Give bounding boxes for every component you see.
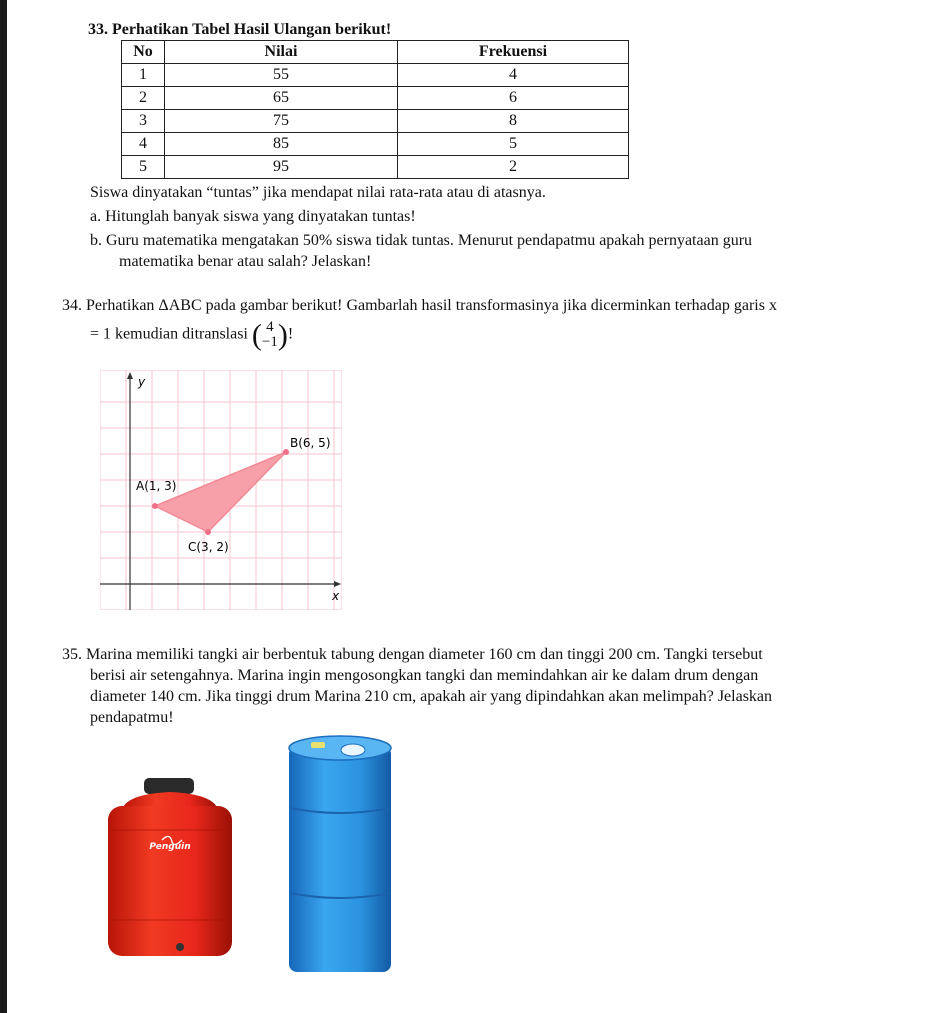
water-tank-image: [100, 770, 240, 970]
table-row: [122, 133, 629, 156]
vector-top: 4: [266, 319, 274, 335]
label-b: B(6, 5): [290, 436, 331, 450]
vector-right-paren: ): [277, 318, 288, 352]
cell-nilai: 55: [165, 64, 398, 87]
x-axis-label: x: [332, 589, 340, 603]
drum-label: [311, 742, 325, 748]
cell-frekuensi: 6: [398, 87, 629, 110]
drum-top: [289, 736, 391, 760]
cell-frekuensi: 5: [398, 133, 629, 156]
cell-no: 1: [122, 64, 165, 87]
translation-vector: [262, 320, 278, 350]
q33-title: 33. Perhatikan Tabel Hasil Ulangan berikut!: [88, 21, 392, 38]
drum-body: [289, 746, 391, 972]
table-row: [122, 110, 629, 133]
q35-line2: berisi air setengahnya. Marina ingin mengosongkan tangki dan memindahkan air ke dalam drum dengan: [90, 667, 759, 684]
point-c: [205, 529, 211, 535]
cell-frekuensi: 4: [398, 64, 629, 87]
cell-no: 5: [122, 156, 165, 179]
tank-brand-label: Penguin: [149, 842, 191, 852]
q34-line1: 34. Perhatikan ΔABC pada gambar berikut! Gambarlah hasil transformasinya jika dicerminkan terhadap garis x: [62, 297, 777, 314]
header-frekuensi: Frekuensi: [398, 41, 629, 64]
q33-part-b-line2: matematika benar atau salah? Jelaskan!: [119, 253, 372, 270]
vector-left-paren: (: [251, 318, 262, 352]
y-axis-label: y: [138, 375, 146, 389]
table-row: [122, 64, 629, 87]
q35-line1: 35. Marina memiliki tangki air berbentuk tabung dengan diameter 160 cm dan tinggi 200 cm. Tangki tersebut: [62, 646, 763, 663]
q35-line4: pendapatmu!: [90, 709, 174, 726]
tank-body: [108, 806, 232, 956]
tank-valve: [176, 943, 184, 951]
drum-image: [285, 728, 395, 978]
q33-part-b-line1: b. Guru matematika mengatakan 50% siswa tidak tuntas. Menurut pendapatmu apakah pernyataan guru: [90, 232, 753, 249]
cell-no: 2: [122, 87, 165, 110]
point-b: [283, 449, 289, 455]
q34-line2: [90, 320, 293, 350]
q34-line2-prefix: = 1 kemudian ditranslasi: [90, 325, 248, 343]
tank-lid: [144, 778, 194, 794]
cell-frekuensi: 2: [398, 156, 629, 179]
table-header-row: [122, 41, 629, 64]
left-edge-bar: [0, 0, 7, 1013]
table-row: [122, 156, 629, 179]
cell-nilai: 75: [165, 110, 398, 133]
coordinate-graph: [100, 370, 342, 610]
cell-no: 3: [122, 110, 165, 133]
cell-nilai: 95: [165, 156, 398, 179]
q35-line3: diameter 140 cm. Jika tinggi drum Marina 210 cm, apakah air yang dipindahkan akan melimpah? Jelaskan: [90, 688, 773, 705]
cell-no: 4: [122, 133, 165, 156]
cell-nilai: 85: [165, 133, 398, 156]
score-table: [121, 40, 629, 179]
cell-frekuensi: 8: [398, 110, 629, 133]
q33-note: Siswa dinyatakan “tuntas” jika mendapat nilai rata-rata atau di atasnya.: [90, 184, 546, 201]
header-nilai: Nilai: [165, 41, 398, 64]
point-a: [152, 503, 158, 509]
q34-line2-suffix: !: [287, 325, 294, 343]
drum-cap: [341, 744, 365, 756]
cell-nilai: 65: [165, 87, 398, 110]
header-no: No: [122, 41, 165, 64]
vector-bottom: −1: [261, 334, 278, 350]
label-a: A(1, 3): [136, 479, 177, 493]
label-c: C(3, 2): [188, 540, 229, 554]
q33-part-a: a. Hitunglah banyak siswa yang dinyatakan tuntas!: [90, 208, 416, 225]
table-row: [122, 87, 629, 110]
